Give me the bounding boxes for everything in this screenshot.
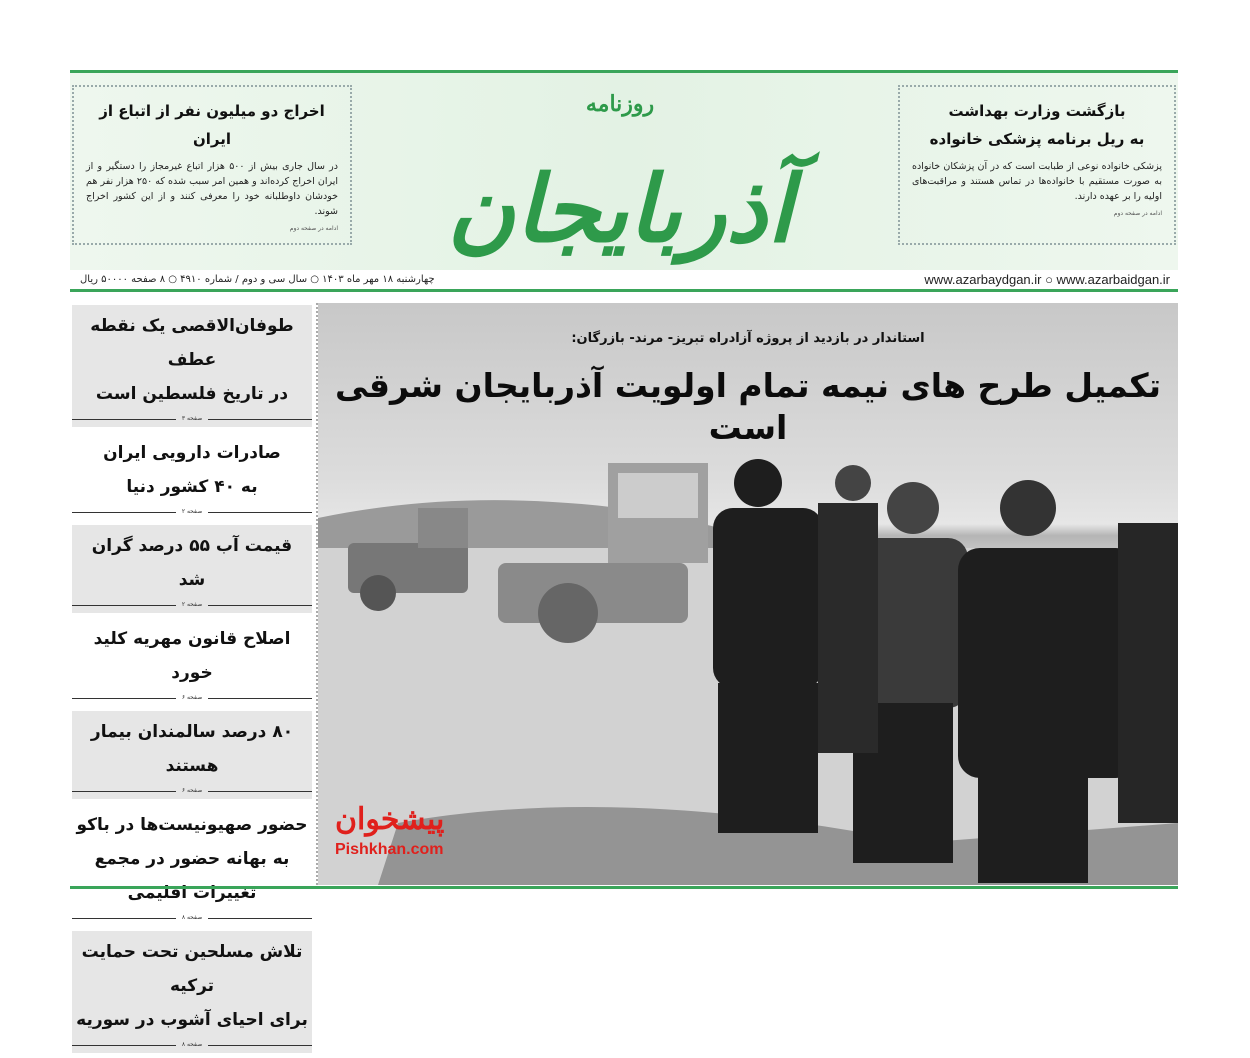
page-number: صفحه ۸ xyxy=(176,1041,208,1048)
headline-line: حضور صهیونیست‌ها در باکو xyxy=(76,815,308,835)
date-bar xyxy=(70,270,1178,292)
headline-line: ۸۰ درصد سالمندان بیمار هستند xyxy=(90,722,294,776)
logo-text: آذربایجان xyxy=(447,155,793,263)
page-reference xyxy=(72,786,312,796)
page-number: صفحه ۸ xyxy=(176,914,208,921)
headline-line: صادرات دارویی ایران xyxy=(103,443,281,463)
headline-line: به ۴۰ کشور دنیا xyxy=(126,477,258,497)
teaser-body: در سال جاری بیش از ۵۰۰ هزار اتباع غیرمجاز را دستگیر و از ایران اخراج کرده‌اند و همین امر سبب شده که ۲۵۰ هزار نفر هم خودشان داوطلبانه خود را معرفی کنند و از این کشور اخراج شوند. xyxy=(86,161,338,217)
headline-line: قیمت آب ۵۵ درصد گران شد xyxy=(91,536,293,590)
page-number: صفحه ۳ xyxy=(176,415,208,422)
headline-line: برای احیای آشوب در سوریه xyxy=(76,1010,308,1030)
page-number: صفحه ۶ xyxy=(176,787,208,794)
headline-line: اصلاح قانون مهریه کلید خورد xyxy=(93,629,291,683)
page-number: صفحه ۶ xyxy=(176,694,208,701)
continued-note: ادامه در صفحه دوم xyxy=(289,225,338,232)
watermark-en: Pishkhan.com xyxy=(335,841,444,858)
headline-line: تغییرات اقلیمی xyxy=(127,883,257,903)
main-story[interactable] xyxy=(318,303,1178,885)
headline-item[interactable] xyxy=(72,711,312,799)
main-headline[interactable]: تکمیل طرح های نیمه تمام اولویت آذربایجان شرقی است xyxy=(334,366,1161,447)
bottom-rule xyxy=(70,886,1178,889)
headline-line: به بهانه حضور در مجمع xyxy=(94,849,290,869)
headline-line: در تاریخ فلسطین است xyxy=(95,384,289,404)
headline-item[interactable] xyxy=(72,804,312,926)
page-reference xyxy=(72,414,312,424)
pishkhan-watermark xyxy=(335,800,444,860)
headline-item[interactable] xyxy=(72,305,312,427)
headline-item[interactable] xyxy=(72,432,312,520)
teaser-body: پزشکی خانواده نوعی از طبابت است که در آن پزشکان خانواده به صورت مستقیم با خانواده‌ها در تماس هستند و مراقبت‌های اولیه را بر عهده دارند. xyxy=(912,161,1162,202)
headline-line: طوفان‌الاقصی یک نقطه عطف xyxy=(90,316,294,370)
page-reference xyxy=(72,693,312,703)
page-reference xyxy=(72,1040,312,1050)
teaser-title-line2: به ریل برنامه پزشکی خانواده xyxy=(929,130,1145,148)
page-reference xyxy=(72,600,312,610)
website-links[interactable]: www.azarbaydgan.ir ○ www.azarbaidgan.ir xyxy=(924,272,1170,287)
headline-item[interactable] xyxy=(72,618,312,706)
teaser-box-left[interactable] xyxy=(72,85,352,245)
headline-item[interactable] xyxy=(72,931,312,1053)
story-kicker: استاندار در بازدید از پروژه آزادراه تبریز- مرند- بازرگان: xyxy=(571,331,925,346)
headline-item[interactable] xyxy=(72,525,312,613)
teaser-title-line1: بازگشت وزارت بهداشت xyxy=(948,102,1126,120)
headline-line: تلاش مسلحین تحت حمایت ترکیه xyxy=(81,942,303,996)
page-number: صفحه ۲ xyxy=(176,508,208,515)
headline-column xyxy=(72,305,312,1058)
newspaper-logo xyxy=(410,73,830,273)
page-number: صفحه ۲ xyxy=(176,601,208,608)
page-reference xyxy=(72,507,312,517)
issue-date: چهارشنبه ۱۸ مهر ماه ۱۴۰۳ ○ سال سی و دوم / شماره ۴۹۱۰ ○ ۸ صفحه ۵۰۰۰۰ ریال xyxy=(80,274,435,285)
teaser-title: اخراج دو میلیون نفر از اتباع از ایران xyxy=(99,102,325,148)
teaser-box-right[interactable] xyxy=(898,85,1176,245)
logo-prefix: روزنامه xyxy=(585,91,655,117)
continued-note: ادامه در صفحه دوم xyxy=(1113,210,1162,217)
watermark-fa: پیشخوان xyxy=(335,802,445,837)
page-reference xyxy=(72,913,312,923)
masthead xyxy=(70,70,1178,270)
